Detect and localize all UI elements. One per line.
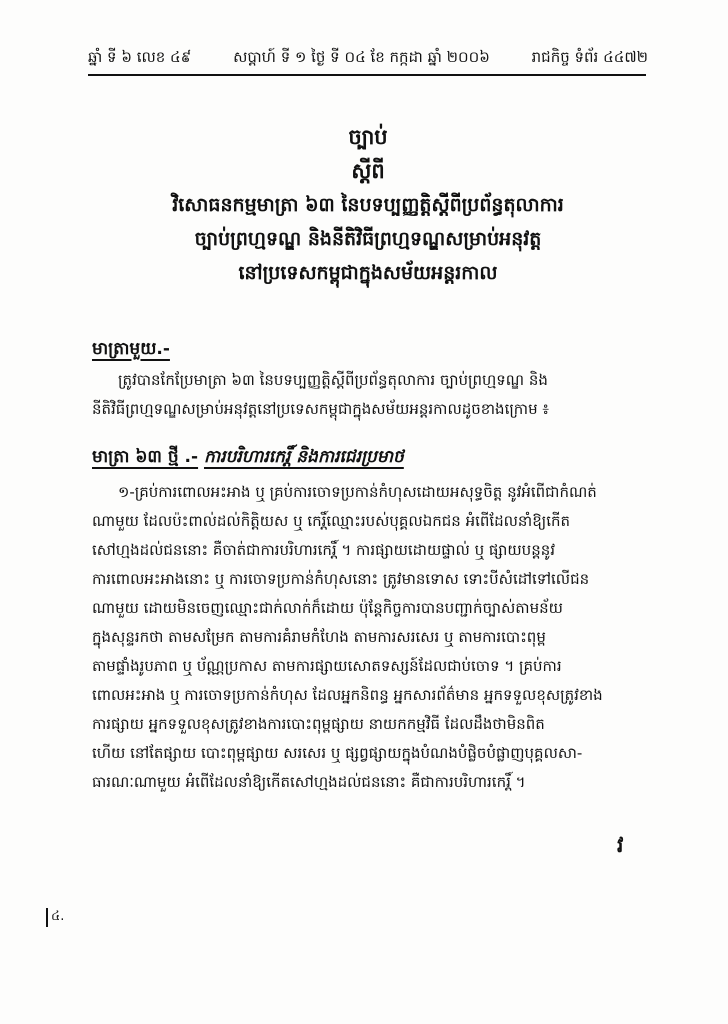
title-transitional: នៅប្រទេសកម្ពុជាក្នុងសម័យអន្តរកាល — [238, 262, 498, 284]
article-63-line: ក្នុងសុន្ទរកថា តាមសម្រែក តាមការគំរាមកំហែង តាមការសរសេរ ឬ តាមការបោះពុម្ព — [92, 628, 546, 646]
article-63-line: តាមផ្ទាំងរូបភាព ឬ ប័ណ្ណប្រកាស តាមការផ្សាយសោតទស្សន៍ដែលជាប់ចោទ ។ គ្រប់ការ — [92, 657, 562, 675]
title-criminal-law: ច្បាប់ព្រហ្មទណ្ឌ និងនីតិវិធីព្រហ្មទណ្ឌសម្រាប់អនុវត្ត — [194, 228, 542, 250]
article-63-line: ១-គ្រប់ការពោលអះអាង ឬ គ្រប់ការចោទប្រកាន់កំហុសដោយអសុទ្ធចិត្ត នូវអំពើជាកំណត់ — [118, 483, 597, 501]
article-63-line: ធារណៈណាមួយ អំពើដែលនាំឱ្យកើតសៅហ្មងដល់ជននោះ គឺជាការបរិហារកេរ្តិ៍ ។ — [92, 773, 526, 791]
article-63-line: ការពោលអះអាងនោះ ឬ ការចោទប្រកាន់កំហុសនោះ ត្រូវមានទោស ទោះបីសំដៅទៅលើជន — [92, 570, 590, 588]
article-1-body — [92, 366, 652, 424]
article-63-subtitle: ការបរិហារកេរ្តិ៍ និងការជេរប្រមាថ — [203, 447, 404, 467]
article-63-heading-text: មាត្រា ៦៣ ថ្មី .- — [92, 447, 199, 467]
article-1-line: នីតិវិធីព្រហ្មទណ្ឌសម្រាប់អនុវត្តនៅប្រទេសកម្ពុជាក្នុងសម័យអន្តរកាលដូចខាងក្រោម ៖ — [92, 400, 549, 418]
title-amendment: វិសោធនកម្មមាត្រា ៦៣ នៃបទប្បញ្ញត្តិស្តីពីប្រព័ន្ធតុលាការ — [172, 194, 564, 216]
header-rule — [88, 74, 646, 76]
article-63-line: ណាមួយ ដោយមិនចេញឈ្មោះជាក់លាក់ក៏ដោយ ប៉ុន្តែកិច្ចការបានបញ្ជាក់ច្បាស់តាមន័យ — [92, 599, 563, 617]
header-gazette-page: រាជកិច្ច ទំព័រ ៤៤៧២ — [531, 48, 648, 66]
article-63-line: សៅហ្មងដល់ជននោះ គឺចាត់ជាការបរិហារកេរ្តិ៍ ។ ការផ្សាយដោយផ្ទាល់ ឬ ផ្សាយបន្តនូវ — [92, 541, 556, 559]
page-number-mark: ៤. — [46, 908, 64, 927]
title-law: ច្បាប់ — [348, 125, 388, 149]
article-63-line: ការផ្សាយ អ្នកទទួលខុសត្រូវខាងការបោះពុម្ពផ្សាយ នាយកកម្មវិធី ដែលដឹងថាមិនពិត — [92, 715, 545, 733]
header-date: សប្តាហ៍ ទី ១ ថ្ងៃ ទី ០៤ ខែ កក្កដា ឆ្នាំ ២០០៦ — [233, 48, 490, 66]
article-63-heading — [92, 446, 404, 471]
article-1-heading-text: មាត្រាមួយ.- — [92, 339, 170, 359]
article-63-line: ពោលអះអាង ឬ ការចោទប្រកាន់កំហុស ដែលអ្នកនិពន្ធ អ្នកសារព័ត៌មាន អ្នកទទួលខុសត្រូវខាង — [92, 686, 603, 704]
article-63-body — [92, 478, 652, 797]
law-title — [88, 120, 648, 290]
article-1-line: ត្រូវបានកែប្រែមាត្រា ៦៣ នៃបទប្បញ្ញត្តិស្តីពីប្រព័ន្ធតុលាការ ច្បាប់ព្រហ្មទណ្ឌ និង — [118, 371, 548, 389]
header-year-issue: ឆ្នាំ ទី ៦ លេខ ៤៩ — [88, 48, 192, 66]
gazette-header — [88, 42, 648, 70]
title-on: ស្តីពី — [351, 159, 385, 183]
handwritten-initial: វ — [617, 833, 624, 857]
article-63-line: ណាមួយ ដែលប៉ះពាល់ដល់កិត្តិយស ឬ កេរ្តិ៍ឈ្មោះរបស់បុគ្គលឯកជន អំពើដែលនាំឱ្យកើត — [92, 512, 571, 530]
article-63-line: ហើយ នៅតែផ្សាយ បោះពុម្ពផ្សាយ សរសេរ ឬ ផ្សព្វផ្សាយក្នុងបំណងបំផ្លិចបំផ្លាញបុគ្គលសា- — [92, 744, 583, 762]
article-1-heading — [92, 338, 170, 363]
